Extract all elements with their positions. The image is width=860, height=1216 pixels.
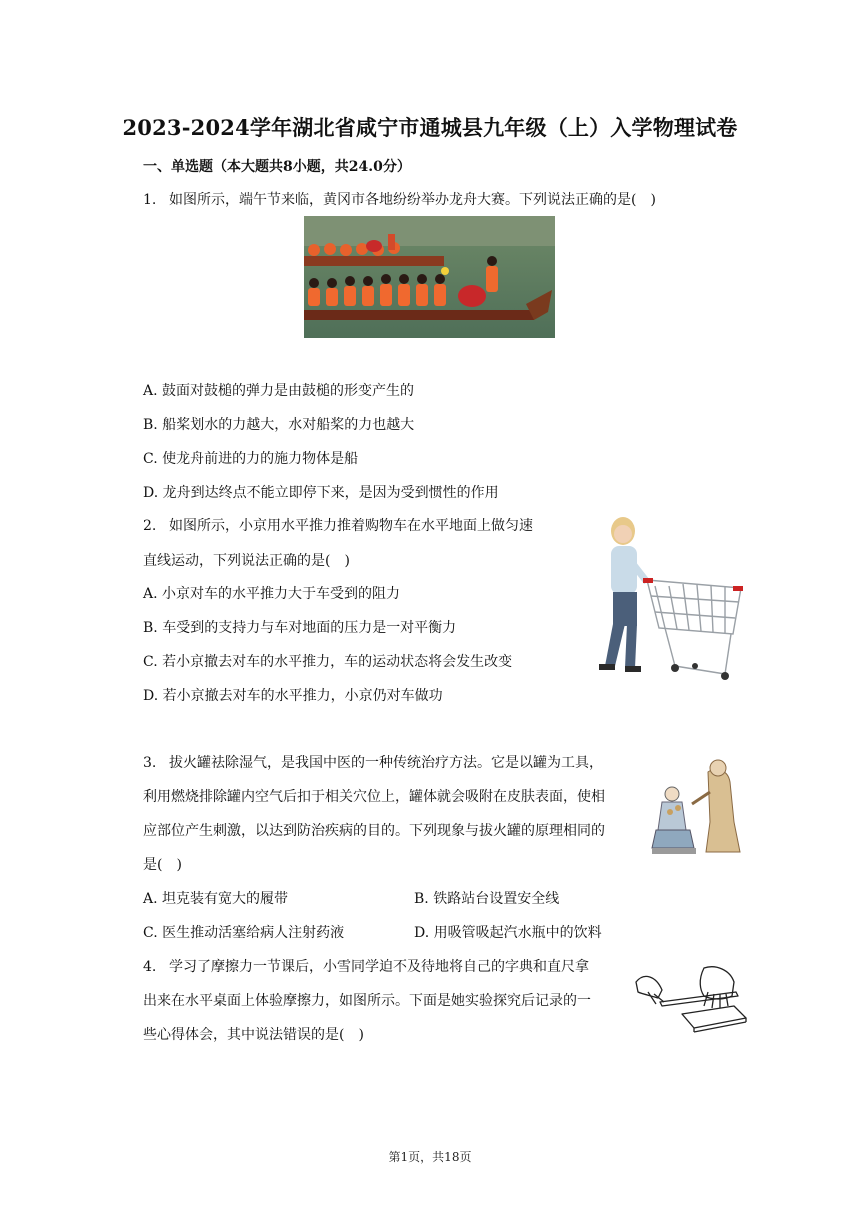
question-4-line-3: 些心得体会，其中说法错误的是( ) (143, 1027, 364, 1043)
question-1-option-a: A. 鼓面对鼓槌的弹力是由鼓槌的形变产生的 (143, 383, 415, 399)
question-3-line-4: 是( ) (143, 857, 182, 873)
question-1-line-1: 1. 如图所示，端午节来临，黄冈市各地纷纷举办龙舟大赛。下列说法正确的是( ) (143, 192, 656, 208)
question-2-option-b: B. 车受到的支持力与车对地面的压力是一对平衡力 (143, 620, 457, 636)
question-2-line-1: 2. 如图所示，小京用水平推力推着购物车在水平地面上做匀速 (143, 518, 533, 534)
question-4-line-1: 4. 学习了摩擦力一节课后，小雪同学迫不及待地将自己的字典和直尺拿 (143, 959, 589, 975)
question-3-option-a: A. 坦克装有宽大的履带 (143, 891, 289, 907)
question-4-line-2: 出来在水平桌面上体验摩擦力，如图所示。下面是她实验探究后记录的一 (143, 993, 591, 1009)
question-3-option-b: B. 铁路站台设置安全线 (414, 891, 560, 907)
question-3-line-3: 应部位产生刺激，以达到防治疾病的目的。下列现象与拔火罐的原理相同的 (143, 823, 605, 839)
section-heading: 一、单选题（本大题共8小题，共24.0分） (143, 159, 411, 175)
dictionary-ruler-sketch-icon (634, 962, 750, 1034)
page-title: 2023-2024学年湖北省咸宁市通城县九年级（上）入学物理试卷 (122, 115, 738, 140)
page-footer: 第1页，共18页 (388, 1150, 472, 1164)
question-2-number: 2. (143, 518, 157, 534)
question-3-number: 3. (143, 755, 157, 771)
question-1-option-b: B. 船桨划水的力越大，水对船桨的力也越大 (143, 417, 415, 433)
dragon-boat-photo-icon (304, 216, 555, 338)
question-3-line-1: 3. 拔火罐祛除湿气，是我国中医的一种传统治疗方法。它是以罐为工具， (143, 755, 603, 771)
question-4-number: 4. (143, 959, 157, 975)
question-1-option-d: D. 龙舟到达终点不能立即停下来，是因为受到惯性的作用 (143, 485, 499, 501)
cupping-therapy-illustration-icon (648, 752, 748, 857)
question-2-option-c: C. 若小京撤去对车的水平推力，车的运动状态将会发生改变 (143, 654, 513, 670)
question-1-option-c: C. 使龙舟前进的力的施力物体是船 (143, 451, 359, 467)
question-2-option-d: D. 若小京撤去对车的水平推力，小京仍对车做功 (143, 688, 443, 704)
question-1-number: 1. (143, 192, 157, 208)
shopping-cart-woman-photo-icon (585, 516, 750, 688)
question-2-option-a: A. 小京对车的水平推力大于车受到的阻力 (143, 586, 401, 602)
question-3-line-2: 利用燃烧排除罐内空气后扣于相关穴位上，罐体就会吸附在皮肤表面，使相 (143, 789, 605, 805)
question-2-line-2: 直线运动，下列说法正确的是( ) (143, 553, 350, 569)
question-3-option-d: D. 用吸管吸起汽水瓶中的饮料 (414, 925, 602, 941)
question-3-option-c: C. 医生推动活塞给病人注射药液 (143, 925, 345, 941)
